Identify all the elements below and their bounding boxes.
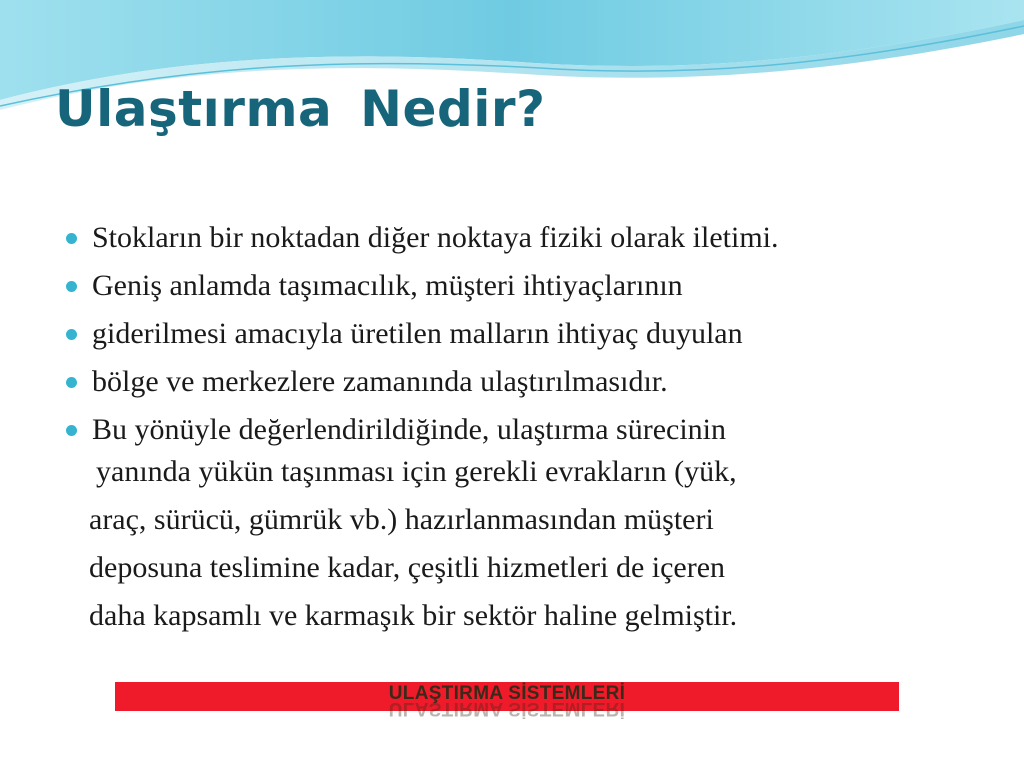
- slide-content: [64, 220, 964, 640]
- section-banner: [115, 682, 899, 719]
- bullet-text: giderilmesi amacıyla üretilen malların ihtiyaç duyulan: [92, 317, 743, 350]
- bullet-text: Bu yönüyle değerlendirildiğinde, ulaştırma sürecinin: [92, 413, 727, 446]
- bullet-icon: [66, 281, 77, 292]
- bullet-text: bölge ve merkezlere zamanında ulaştırılmasıdır.: [92, 365, 668, 398]
- bullet-item: [64, 268, 964, 304]
- slide-title: Ulaştırma Nedir?: [55, 80, 546, 138]
- bullet-item: [64, 316, 964, 352]
- banner-reflection: ULAŞTIRMA SİSTEMLERİ: [388, 698, 626, 719]
- bullet-icon: [66, 425, 77, 436]
- continuation-line: araç, sürücü, gümrük vb.) hazırlanmasından müşteri: [89, 503, 714, 536]
- continuation-paragraph: [64, 448, 964, 640]
- bullet-item: [64, 220, 964, 256]
- bullet-icon: [66, 329, 77, 340]
- continuation-line: daha kapsamlı ve karmaşık bir sektör haline gelmiştir.: [89, 599, 738, 632]
- bullet-text: Stokların bir noktadan diğer noktaya fiziki olarak iletimi.: [92, 221, 779, 254]
- continuation-line: yanında yükün taşınması için gerekli evrakların (yük,: [96, 455, 737, 488]
- banner-text: ULAŞTIRMA SİSTEMLERİ: [388, 683, 626, 704]
- bullet-item: [64, 412, 964, 448]
- bullet-text: Geniş anlamda taşımacılık, müşteri ihtiyaçlarının: [92, 269, 683, 302]
- bullet-item: [64, 364, 964, 400]
- bullet-icon: [66, 233, 77, 244]
- continuation-line: deposuna teslimine kadar, çeşitli hizmetleri de içeren: [89, 551, 726, 584]
- bullet-icon: [66, 377, 77, 388]
- bullet-list: [64, 220, 964, 448]
